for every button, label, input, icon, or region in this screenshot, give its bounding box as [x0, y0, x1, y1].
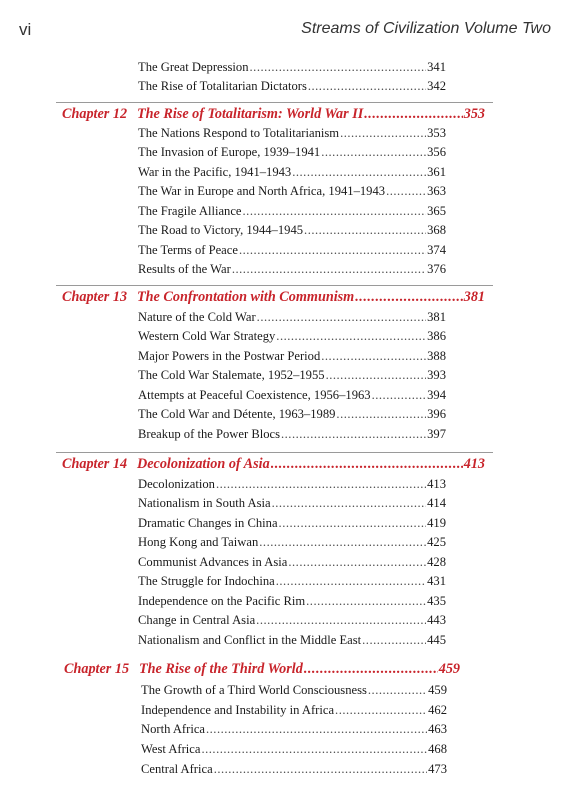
entry-title: North Africa	[141, 722, 205, 736]
entry-page: 428	[427, 555, 446, 569]
dot-leader	[321, 144, 426, 160]
entry-page: 419	[427, 516, 446, 530]
entry-title: Breakup of the Power Blocs	[138, 427, 280, 441]
entry-page: 396	[427, 407, 446, 421]
entry-page: 394	[427, 388, 446, 402]
chapter-number: Chapter 14	[62, 456, 128, 472]
toc-entry[interactable]	[141, 741, 447, 757]
toc-entry[interactable]	[138, 406, 446, 422]
dot-leader	[364, 105, 462, 123]
dot-leader	[306, 593, 426, 609]
entry-page: 342	[427, 79, 446, 93]
toc-entry[interactable]	[141, 702, 447, 718]
dot-leader	[250, 59, 427, 75]
dot-leader	[362, 632, 426, 648]
dot-leader	[214, 761, 427, 777]
divider	[56, 102, 493, 103]
chapter-heading[interactable]	[62, 105, 485, 123]
entry-page: 463	[428, 722, 447, 736]
toc-entry[interactable]	[138, 222, 446, 238]
entry-title: The Rise of Totalitarian Dictators	[138, 79, 307, 93]
dot-leader	[257, 309, 426, 325]
entry-title: The Terms of Peace	[138, 243, 238, 257]
entry-title: Nature of the Cold War	[138, 310, 256, 324]
dot-leader	[368, 682, 427, 698]
entry-page: 425	[427, 535, 446, 549]
entry-title: The Great Depression	[138, 60, 249, 74]
entry-title: Nationalism and Conflict in the Middle East	[138, 633, 362, 647]
entry-page: 473	[428, 762, 447, 776]
chapter-number: Chapter 13	[62, 289, 128, 305]
entry-page: 413	[427, 477, 446, 491]
entry-page: 462	[428, 703, 447, 717]
dot-leader	[206, 721, 427, 737]
entry-title: Results of the War	[138, 262, 231, 276]
entry-page: 374	[427, 243, 446, 257]
chapter-page: 413	[463, 456, 485, 472]
entry-page: 468	[428, 742, 447, 756]
toc-entry[interactable]	[138, 242, 446, 258]
entry-title: The Invasion of Europe, 1939–1941	[138, 145, 321, 159]
chapter-page: 381	[463, 289, 485, 305]
entry-title: War in the Pacific, 1941–1943	[138, 165, 292, 179]
toc-entry[interactable]	[138, 348, 446, 364]
dot-leader	[304, 222, 426, 238]
entry-page: 435	[427, 594, 446, 608]
dot-leader	[386, 183, 426, 199]
toc-entry[interactable]	[138, 573, 446, 589]
chapter-heading[interactable]	[62, 288, 485, 306]
dot-leader	[272, 495, 427, 511]
entry-title: The Road to Victory, 1944–1945	[138, 223, 304, 237]
entry-page: 431	[427, 574, 446, 588]
dot-leader	[292, 164, 426, 180]
entry-page: 397	[427, 427, 446, 441]
dot-leader	[256, 612, 426, 628]
toc-entry[interactable]	[138, 78, 446, 94]
entry-title: Independence and Instability in Africa	[141, 703, 335, 717]
entry-title: Communist Advances in Asia	[138, 555, 288, 569]
toc-entry[interactable]	[138, 164, 446, 180]
entry-title: Decolonization	[138, 477, 215, 491]
dot-leader	[239, 242, 426, 258]
dot-leader	[243, 203, 427, 219]
entry-page: 363	[427, 184, 446, 198]
entry-title: Central Africa	[141, 762, 213, 776]
entry-page: 365	[427, 204, 446, 218]
entry-title: The Cold War and Détente, 1963–1989	[138, 407, 336, 421]
dot-leader	[355, 288, 463, 306]
entry-page: 459	[428, 683, 447, 697]
toc-entry[interactable]	[138, 387, 446, 403]
toc-entry[interactable]	[138, 476, 446, 492]
chapter-number: Chapter 15	[64, 661, 130, 677]
dot-leader	[372, 387, 427, 403]
dot-leader	[216, 476, 426, 492]
toc-entry[interactable]	[138, 183, 446, 199]
toc-entry[interactable]	[141, 682, 447, 698]
entry-title: Attempts at Peaceful Coexistence, 1956–1963	[138, 388, 371, 402]
dot-leader	[335, 702, 427, 718]
divider	[56, 285, 493, 286]
toc-entry[interactable]	[138, 144, 446, 160]
toc-entry[interactable]	[138, 328, 446, 344]
toc-entry[interactable]	[138, 309, 446, 325]
entry-title: Major Powers in the Postwar Period	[138, 349, 321, 363]
entry-page: 386	[427, 329, 446, 343]
dot-leader	[276, 328, 426, 344]
entry-title: The Cold War Stalemate, 1952–1955	[138, 368, 325, 382]
toc-entry[interactable]	[138, 495, 446, 511]
chapter-heading[interactable]	[64, 660, 460, 678]
toc-entry[interactable]	[141, 761, 447, 777]
entry-title: Independence on the Pacific Rim	[138, 594, 306, 608]
toc-entry[interactable]	[138, 59, 446, 75]
entry-page: 341	[427, 60, 446, 74]
entry-title: The Fragile Alliance	[138, 204, 242, 218]
chapter-page: 353	[463, 106, 485, 122]
entry-page: 414	[427, 496, 446, 510]
toc-entry[interactable]	[138, 554, 446, 570]
toc-entry[interactable]	[138, 632, 446, 648]
entry-title: The Struggle for Indochina	[138, 574, 275, 588]
entry-title: The Nations Respond to Totalitarianism	[138, 126, 340, 140]
chapter-title: The Rise of Totalitarism: World War II	[137, 106, 364, 122]
dot-leader	[308, 78, 426, 94]
entry-title: Nationalism in South Asia	[138, 496, 271, 510]
entry-title: West Africa	[141, 742, 201, 756]
entry-title: Western Cold War Strategy	[138, 329, 276, 343]
toc-entry[interactable]	[138, 534, 446, 550]
toc-entry[interactable]	[138, 203, 446, 219]
entry-page: 376	[427, 262, 446, 276]
dot-leader	[281, 426, 426, 442]
entry-title: The War in Europe and North Africa, 1941–1943	[138, 184, 386, 198]
dot-leader	[340, 125, 426, 141]
dot-leader	[271, 455, 463, 473]
toc-entry[interactable]	[138, 426, 446, 442]
entry-title: Change in Central Asia	[138, 613, 256, 627]
chapter-number: Chapter 12	[62, 106, 128, 122]
dot-leader	[201, 741, 427, 757]
toc-entry[interactable]	[138, 367, 446, 383]
toc-entry[interactable]	[138, 261, 446, 277]
entry-page: 443	[427, 613, 446, 627]
entry-title: The Growth of a Third World Consciousness	[141, 683, 367, 697]
dot-leader	[304, 660, 438, 678]
toc-entry[interactable]	[141, 721, 447, 737]
entry-title: Dramatic Changes in China	[138, 516, 278, 530]
entry-page: 388	[427, 349, 446, 363]
dot-leader	[321, 348, 426, 364]
entry-page: 353	[427, 126, 446, 140]
dot-leader	[279, 515, 427, 531]
chapter-title: The Confrontation with Communism	[137, 289, 355, 305]
chapter-heading[interactable]	[62, 455, 485, 473]
chapter-page: 459	[438, 661, 460, 677]
entry-page: 445	[427, 633, 446, 647]
dot-leader	[276, 573, 426, 589]
entry-page: 356	[427, 145, 446, 159]
chapter-title: Decolonization of Asia	[137, 456, 270, 472]
toc-entry[interactable]	[138, 612, 446, 628]
toc-entry[interactable]	[138, 515, 446, 531]
dot-leader	[326, 367, 427, 383]
entry-page: 368	[427, 223, 446, 237]
page-number: vi	[19, 20, 32, 39]
divider	[56, 452, 493, 453]
chapter-title: The Rise of the Third World	[139, 661, 303, 677]
dot-leader	[336, 406, 426, 422]
entry-title: Hong Kong and Taiwan	[138, 535, 259, 549]
entry-page: 361	[427, 165, 446, 179]
dot-leader	[288, 554, 426, 570]
toc-entry[interactable]	[138, 593, 446, 609]
book-title: Streams of Civilization Volume Two	[301, 20, 551, 37]
dot-leader	[259, 534, 426, 550]
entry-page: 381	[427, 310, 446, 324]
dot-leader	[232, 261, 426, 277]
entry-page: 393	[427, 368, 446, 382]
toc-entry[interactable]	[138, 125, 446, 141]
